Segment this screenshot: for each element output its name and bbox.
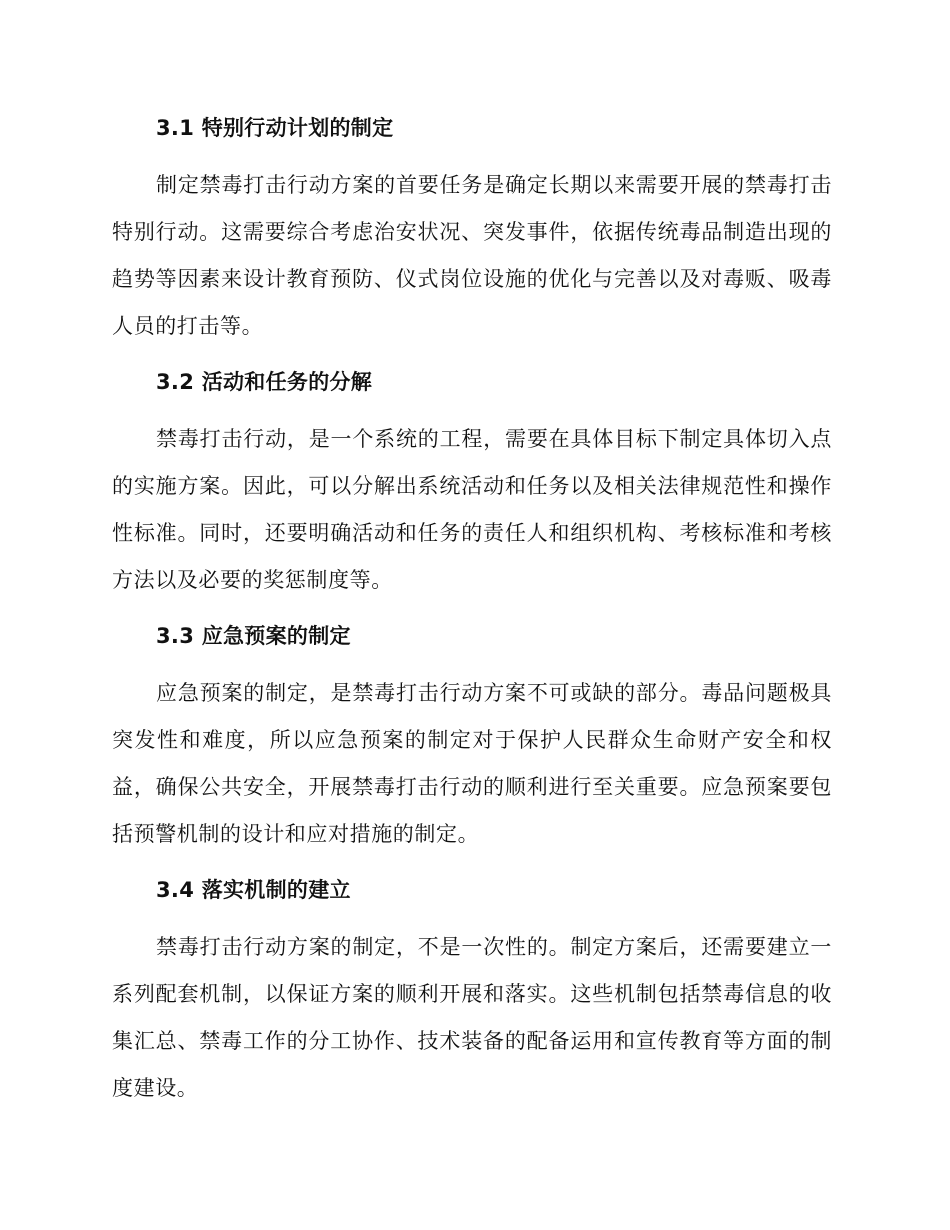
section-3-4 xyxy=(112,866,832,1112)
section-3-3 xyxy=(112,612,832,858)
section-paragraph: 制定禁毒打击行动方案的首要任务是确定长期以来需要开展的禁毒打击特别行动。这需要综合考虑治安状况、突发事件，依据传统毒品制造出现的趋势等因素来设计教育预防、仪式岗位设施的优化与完善以及对毒贩、吸毒人员的打击等。 xyxy=(112,173,832,338)
section-3-2 xyxy=(112,358,832,604)
section-heading: 3.1 特别行动计划的制定 xyxy=(156,116,394,140)
section-3-1 xyxy=(112,104,832,350)
section-heading: 3.3 应急预案的制定 xyxy=(156,624,351,648)
section-paragraph: 禁毒打击行动，是一个系统的工程，需要在具体目标下制定具体切入点的实施方案。因此，可以分解出系统活动和任务以及相关法律规范性和操作性标准。同时，还要明确活动和任务的责任人和组织机构、考核标准和考核方法以及必要的奖惩制度等。 xyxy=(112,427,832,592)
section-paragraph: 禁毒打击行动方案的制定，不是一次性的。制定方案后，还需要建立一系列配套机制，以保证方案的顺利开展和落实。这些机制包括禁毒信息的收集汇总、禁毒工作的分工协作、技术装备的配备运用和宣传教育等方面的制度建设。 xyxy=(112,935,832,1100)
section-paragraph: 应急预案的制定，是禁毒打击行动方案不可或缺的部分。毒品问题极具突发性和难度，所以应急预案的制定对于保护人民群众生命财产安全和权益，确保公共安全，开展禁毒打击行动的顺利进行至关重要。应急预案要包括预警机制的设计和应对措施的制定。 xyxy=(112,681,832,846)
section-heading: 3.4 落实机制的建立 xyxy=(156,878,351,902)
section-heading: 3.2 活动和任务的分解 xyxy=(156,370,373,394)
document-body xyxy=(112,104,832,1120)
